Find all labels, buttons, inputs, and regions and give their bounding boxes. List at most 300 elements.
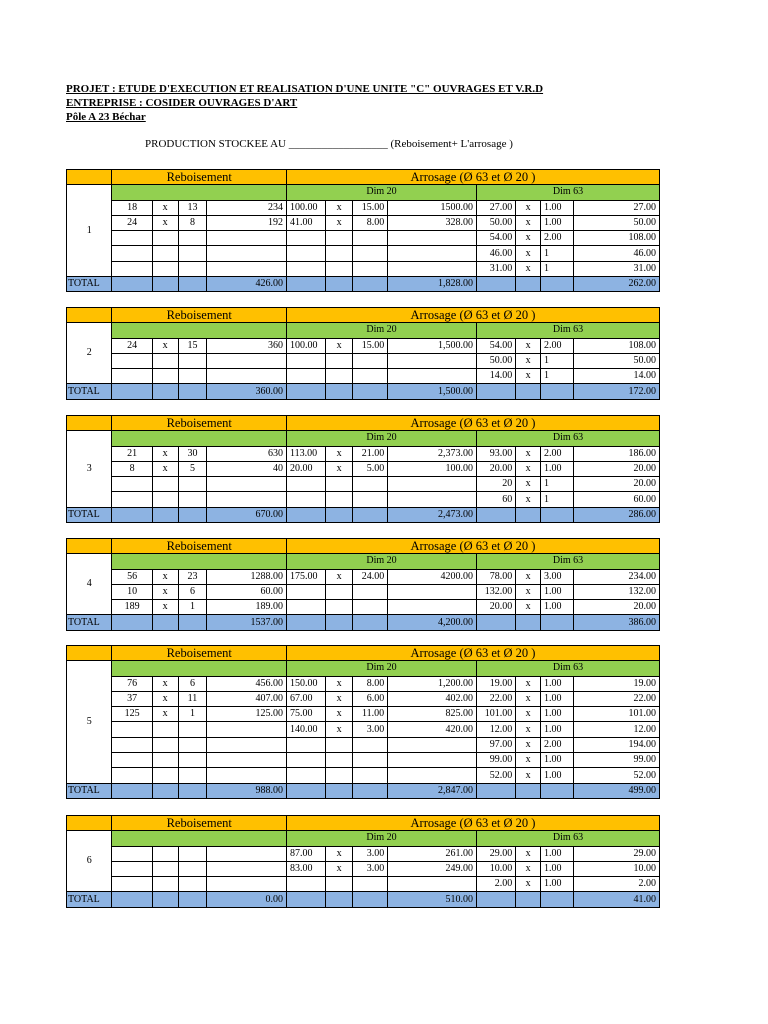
table-cell: 1.00 [541, 877, 574, 892]
table-cell [388, 353, 477, 368]
dim63-header: Dim 63 [477, 831, 660, 846]
table-cell: 5.00 [353, 461, 388, 476]
table-cell: 23 [178, 569, 207, 584]
table-cell [326, 737, 353, 752]
table-cell [207, 722, 287, 737]
table-cell [112, 261, 152, 276]
total-filler-cell [516, 384, 541, 399]
dimension-header-row [67, 185, 660, 200]
table-cell: 8 [178, 215, 207, 230]
reboisement-total: 1537.00 [207, 615, 287, 630]
table-cell: 108.00 [574, 231, 660, 246]
arrosage-header: Arrosage (Ø 63 et Ø 20 ) [286, 539, 659, 554]
table-cell [353, 246, 388, 261]
table-cell: 20 [477, 477, 516, 492]
total-filler-cell [112, 892, 152, 907]
table-cell: x [516, 737, 541, 752]
arrosage-header: Arrosage (Ø 63 et Ø 20 ) [286, 816, 659, 831]
table-cell [207, 369, 287, 384]
table-cell [286, 584, 325, 599]
table-cell [388, 261, 477, 276]
header-corner-cell [67, 170, 112, 185]
total-filler-cell [152, 384, 178, 399]
table-cell: 2,373.00 [388, 446, 477, 461]
table-row [67, 569, 660, 584]
total-label: TOTAL [67, 615, 112, 630]
table-cell: 14.00 [477, 369, 516, 384]
table-cell: x [516, 877, 541, 892]
table-cell: 2.00 [541, 737, 574, 752]
reboisement-subheader [112, 831, 287, 846]
table-cell: 1.00 [541, 768, 574, 783]
total-filler-cell [152, 615, 178, 630]
table-cell: 1.00 [541, 707, 574, 722]
table-cell: 1.00 [541, 215, 574, 230]
total-filler-cell [178, 384, 207, 399]
table-cell [326, 261, 353, 276]
table-cell [286, 600, 325, 615]
total-filler-cell [477, 384, 516, 399]
table-cell: x [152, 584, 178, 599]
reboisement-total: 988.00 [207, 783, 287, 798]
dim63-header: Dim 63 [477, 431, 660, 446]
table-row [67, 369, 660, 384]
total-filler-cell [326, 384, 353, 399]
table-cell [152, 261, 178, 276]
production-block-4 [66, 538, 660, 631]
table-cell [353, 353, 388, 368]
table-cell: 15.00 [353, 200, 388, 215]
dim20-header: Dim 20 [286, 661, 476, 676]
section-header-row [67, 646, 660, 661]
table-cell: 1500.00 [388, 200, 477, 215]
table-cell: 261.00 [388, 846, 477, 861]
header-corner-cell [67, 539, 112, 554]
table-cell [388, 369, 477, 384]
table-cell: 108.00 [574, 338, 660, 353]
dim63-total: 499.00 [574, 783, 660, 798]
table-cell: x [326, 861, 353, 876]
table-row [67, 846, 660, 861]
reboisement-subheader [112, 431, 287, 446]
table-cell [178, 231, 207, 246]
table-cell: x [326, 569, 353, 584]
table-cell: x [152, 676, 178, 691]
dim63-header: Dim 63 [477, 554, 660, 569]
table-cell: x [516, 369, 541, 384]
dim20-header: Dim 20 [286, 554, 476, 569]
table-row [67, 737, 660, 752]
table-row [67, 246, 660, 261]
table-cell [112, 722, 152, 737]
table-row [67, 768, 660, 783]
table-cell: 1.00 [541, 691, 574, 706]
table-cell [207, 261, 287, 276]
table-row [67, 461, 660, 476]
table-cell: 1 [178, 707, 207, 722]
table-cell: 113.00 [286, 446, 325, 461]
production-table [66, 538, 660, 631]
table-cell: x [516, 861, 541, 876]
table-cell [326, 231, 353, 246]
table-cell: x [326, 707, 353, 722]
table-cell: 31.00 [477, 261, 516, 276]
table-cell: 46.00 [477, 246, 516, 261]
table-cell: x [516, 231, 541, 246]
table-cell: 18 [112, 200, 152, 215]
dim20-header: Dim 20 [286, 185, 476, 200]
table-cell [353, 737, 388, 752]
table-cell: 14.00 [574, 369, 660, 384]
table-cell [353, 768, 388, 783]
total-filler-cell [353, 277, 388, 292]
total-filler-cell [152, 783, 178, 798]
table-cell: 2.00 [541, 446, 574, 461]
table-cell: x [516, 215, 541, 230]
total-row [67, 615, 660, 630]
total-label: TOTAL [67, 384, 112, 399]
total-filler-cell [326, 783, 353, 798]
table-cell [178, 722, 207, 737]
table-cell [388, 246, 477, 261]
table-cell: 50.00 [477, 353, 516, 368]
table-cell: 125.00 [207, 707, 287, 722]
table-cell [112, 768, 152, 783]
table-cell [388, 737, 477, 752]
production-table [66, 307, 660, 400]
table-cell [388, 768, 477, 783]
site-location: Pôle A 23 Béchar [66, 111, 146, 123]
table-cell [152, 231, 178, 246]
production-table [66, 645, 660, 799]
table-cell: x [516, 584, 541, 599]
table-cell: x [516, 200, 541, 215]
table-cell [388, 600, 477, 615]
table-cell: 360 [207, 338, 287, 353]
table-cell: 1 [541, 261, 574, 276]
table-cell: 2.00 [574, 877, 660, 892]
table-cell: 1 [541, 353, 574, 368]
reboisement-total: 670.00 [207, 507, 287, 522]
table-cell: 5 [178, 461, 207, 476]
reboisement-header: Reboisement [112, 646, 287, 661]
table-cell: 83.00 [286, 861, 325, 876]
table-cell [286, 246, 325, 261]
table-cell: 46.00 [574, 246, 660, 261]
table-cell: 99.00 [574, 753, 660, 768]
table-cell [388, 477, 477, 492]
table-cell: 1 [541, 492, 574, 507]
table-cell: 27.00 [477, 200, 516, 215]
table-cell: 1.00 [541, 600, 574, 615]
total-filler-cell [286, 277, 325, 292]
table-cell [286, 477, 325, 492]
table-cell: 2.00 [541, 231, 574, 246]
total-filler-cell [353, 384, 388, 399]
table-cell [178, 261, 207, 276]
table-cell: 1.00 [541, 753, 574, 768]
table-cell: 1.00 [541, 676, 574, 691]
arrosage-header: Arrosage (Ø 63 et Ø 20 ) [286, 308, 659, 323]
reboisement-total: 0.00 [207, 892, 287, 907]
table-cell: 27.00 [574, 200, 660, 215]
table-cell: 825.00 [388, 707, 477, 722]
table-cell [286, 877, 325, 892]
table-cell: 10 [112, 584, 152, 599]
table-cell: 54.00 [477, 338, 516, 353]
dim63-header: Dim 63 [477, 323, 660, 338]
reboisement-header: Reboisement [112, 816, 287, 831]
block-number: 4 [67, 554, 112, 615]
total-filler-cell [541, 783, 574, 798]
total-filler-cell [112, 615, 152, 630]
production-table [66, 815, 660, 908]
table-row [67, 877, 660, 892]
table-cell: x [516, 338, 541, 353]
table-cell: x [516, 691, 541, 706]
table-cell [353, 492, 388, 507]
table-cell: 100.00 [388, 461, 477, 476]
table-cell: 8 [112, 461, 152, 476]
table-cell: 6.00 [353, 691, 388, 706]
table-cell: 15 [178, 338, 207, 353]
total-filler-cell [286, 783, 325, 798]
dimension-header-row [67, 661, 660, 676]
table-cell: 10.00 [574, 861, 660, 876]
table-cell: 189.00 [207, 600, 287, 615]
table-cell: 175.00 [286, 569, 325, 584]
dim20-total: 1,500.00 [388, 384, 477, 399]
company-name: ENTREPRISE : COSIDER OUVRAGES D'ART [66, 97, 298, 109]
table-cell: 20.00 [477, 461, 516, 476]
table-cell: x [326, 691, 353, 706]
section-header-row [67, 170, 660, 185]
table-cell: 21.00 [353, 446, 388, 461]
block-number: 6 [67, 831, 112, 892]
table-cell: x [516, 768, 541, 783]
table-cell: 328.00 [388, 215, 477, 230]
table-cell [207, 877, 287, 892]
table-cell: x [516, 753, 541, 768]
table-cell: 2.00 [541, 338, 574, 353]
table-cell: 132.00 [574, 584, 660, 599]
table-cell [326, 768, 353, 783]
table-cell [178, 877, 207, 892]
table-cell: 50.00 [574, 215, 660, 230]
dim63-header: Dim 63 [477, 661, 660, 676]
table-cell: 31.00 [574, 261, 660, 276]
section-header-row [67, 539, 660, 554]
table-cell: x [516, 492, 541, 507]
table-cell [178, 753, 207, 768]
table-cell: 50.00 [574, 353, 660, 368]
dim20-header: Dim 20 [286, 323, 476, 338]
table-cell [353, 477, 388, 492]
table-cell: 20.00 [477, 600, 516, 615]
table-cell [326, 877, 353, 892]
table-cell: 29.00 [574, 846, 660, 861]
total-filler-cell [477, 783, 516, 798]
table-cell: 1288.00 [207, 569, 287, 584]
production-block-5 [66, 645, 660, 799]
total-filler-cell [286, 507, 325, 522]
table-cell [112, 246, 152, 261]
production-table [66, 415, 660, 523]
table-cell: 13 [178, 200, 207, 215]
table-cell [207, 846, 287, 861]
table-cell: x [516, 676, 541, 691]
table-cell: 189 [112, 600, 152, 615]
table-cell: x [152, 707, 178, 722]
total-filler-cell [326, 892, 353, 907]
table-cell [207, 737, 287, 752]
table-cell: 186.00 [574, 446, 660, 461]
table-cell: 19.00 [477, 676, 516, 691]
total-filler-cell [152, 892, 178, 907]
table-cell: 234.00 [574, 569, 660, 584]
dim20-total: 4,200.00 [388, 615, 477, 630]
total-row [67, 892, 660, 907]
table-row [67, 600, 660, 615]
reboisement-total: 426.00 [207, 277, 287, 292]
table-cell [286, 353, 325, 368]
table-cell [326, 584, 353, 599]
table-cell [207, 492, 287, 507]
table-cell: 54.00 [477, 231, 516, 246]
total-filler-cell [178, 507, 207, 522]
total-filler-cell [477, 615, 516, 630]
table-cell: x [516, 600, 541, 615]
table-cell: 100.00 [286, 200, 325, 215]
table-cell: 52.00 [477, 768, 516, 783]
production-subtitle: PRODUCTION STOCKEE AU __________________ (Reboisement+ L'arrosage ) [145, 138, 513, 150]
table-cell [286, 492, 325, 507]
table-cell [152, 492, 178, 507]
dim20-header: Dim 20 [286, 831, 476, 846]
reboisement-header: Reboisement [112, 539, 287, 554]
table-row [67, 707, 660, 722]
total-filler-cell [541, 277, 574, 292]
block-number: 5 [67, 661, 112, 783]
table-cell: x [152, 338, 178, 353]
table-cell [353, 753, 388, 768]
table-cell [207, 768, 287, 783]
table-cell: 24 [112, 338, 152, 353]
table-cell: 1.00 [541, 722, 574, 737]
reboisement-subheader [112, 661, 287, 676]
table-cell [388, 231, 477, 246]
table-cell [326, 246, 353, 261]
total-filler-cell [286, 384, 325, 399]
table-cell: 8.00 [353, 676, 388, 691]
table-cell: x [152, 215, 178, 230]
table-cell: 6 [178, 676, 207, 691]
table-cell [152, 722, 178, 737]
reboisement-header: Reboisement [112, 308, 287, 323]
table-cell: 1 [178, 600, 207, 615]
table-cell [152, 246, 178, 261]
table-cell: 630 [207, 446, 287, 461]
table-cell [152, 477, 178, 492]
table-cell: x [326, 338, 353, 353]
table-cell: 2.00 [477, 877, 516, 892]
arrosage-header: Arrosage (Ø 63 et Ø 20 ) [286, 646, 659, 661]
table-row [67, 231, 660, 246]
table-cell [207, 231, 287, 246]
dimension-header-row [67, 554, 660, 569]
table-cell: 3.00 [541, 569, 574, 584]
table-cell: x [516, 707, 541, 722]
table-cell [353, 584, 388, 599]
table-cell [112, 877, 152, 892]
table-cell: 24.00 [353, 569, 388, 584]
dim63-header: Dim 63 [477, 185, 660, 200]
table-cell [286, 768, 325, 783]
reboisement-total: 360.00 [207, 384, 287, 399]
table-cell: x [326, 722, 353, 737]
table-cell [178, 477, 207, 492]
total-filler-cell [112, 783, 152, 798]
table-cell [152, 768, 178, 783]
table-cell: 1 [541, 369, 574, 384]
table-cell: x [326, 461, 353, 476]
table-cell: x [516, 846, 541, 861]
total-filler-cell [516, 783, 541, 798]
total-filler-cell [178, 892, 207, 907]
table-cell: x [516, 569, 541, 584]
project-title: PROJET : ETUDE D'EXECUTION ET REALISATION D'UNE UNITE "C" OUVRAGES ET V.R.D [66, 83, 544, 95]
reboisement-header: Reboisement [112, 170, 287, 185]
table-cell: 456.00 [207, 676, 287, 691]
table-cell [326, 353, 353, 368]
table-cell: 150.00 [286, 676, 325, 691]
table-cell [112, 861, 152, 876]
table-cell: 93.00 [477, 446, 516, 461]
table-cell: 1.00 [541, 861, 574, 876]
total-filler-cell [353, 783, 388, 798]
table-cell: 1.00 [541, 846, 574, 861]
table-cell: 20.00 [574, 600, 660, 615]
table-cell: 20.00 [574, 477, 660, 492]
dim63-total: 386.00 [574, 615, 660, 630]
total-filler-cell [477, 892, 516, 907]
dim63-total: 172.00 [574, 384, 660, 399]
table-cell: 29.00 [477, 846, 516, 861]
table-cell: 1.00 [541, 461, 574, 476]
table-cell: 125 [112, 707, 152, 722]
table-row [67, 722, 660, 737]
table-cell [152, 861, 178, 876]
table-cell [353, 231, 388, 246]
table-cell: 3.00 [353, 722, 388, 737]
arrosage-header: Arrosage (Ø 63 et Ø 20 ) [286, 170, 659, 185]
total-filler-cell [516, 615, 541, 630]
total-filler-cell [353, 615, 388, 630]
table-cell [207, 353, 287, 368]
total-filler-cell [178, 783, 207, 798]
table-cell [112, 492, 152, 507]
table-cell: x [326, 846, 353, 861]
header-corner-cell [67, 416, 112, 431]
total-filler-cell [152, 507, 178, 522]
table-cell: x [152, 446, 178, 461]
table-cell [326, 492, 353, 507]
table-cell: 402.00 [388, 691, 477, 706]
arrosage-header: Arrosage (Ø 63 et Ø 20 ) [286, 416, 659, 431]
table-cell: 140.00 [286, 722, 325, 737]
table-cell [326, 753, 353, 768]
table-cell: x [326, 215, 353, 230]
